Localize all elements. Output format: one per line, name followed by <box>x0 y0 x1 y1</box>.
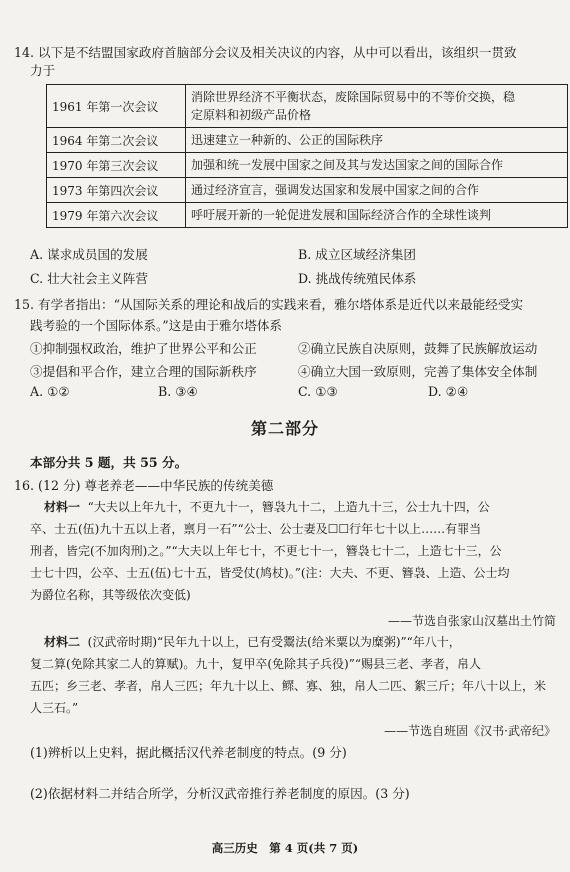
table-cell-year: 1964 年第二次会议 <box>47 128 186 153</box>
q14-stem-line2: 力于 <box>30 63 56 78</box>
q16-m2-line: 复二算(免除其家二人的算赋)。九十，复甲卒(免除其子兵役)”“赐县三老、孝者，帛人 <box>30 657 481 671</box>
q16-m1-label: 材料一 <box>44 500 81 514</box>
table-cell-content-line: 消除世界经济不平衡状态，废除国际贸易中的不等价交换，稳 <box>191 90 516 104</box>
q14-option-a[interactable]: A. 谋求成员国的发展 <box>30 247 148 262</box>
q15-item-2: ②确立民族自决原则，鼓舞了民族解放运动 <box>298 341 538 356</box>
q14-option-c[interactable]: C. 壮大社会主义阵营 <box>30 271 148 286</box>
q15-stem-line2: 践考验的一个国际体系。”这是由于雅尔塔体系 <box>30 318 283 333</box>
table-cell-year: 1970 年第三次会议 <box>47 153 186 178</box>
table-cell-year: 1979 年第六次会议 <box>47 203 186 228</box>
q16-m2-line: 人三石。” <box>30 701 79 715</box>
table-row <box>47 153 568 178</box>
part2-title: 第二部分 <box>250 419 319 438</box>
q14-stem-line1: 14. 以下是不结盟国家政府首脑部分会议及相关决议的内容，从中可以看出，该组织一贯致 <box>14 45 517 60</box>
q16-m2-first-line <box>44 632 461 652</box>
q16-sub2: (2)依据材料二并结合所学，分析汉武帝推行养老制度的原因。(3 分) <box>30 786 410 801</box>
table-cell-content: 呼吁展开新的一轮促进发展和国际经济合作的全球性谈判 <box>186 203 568 228</box>
q16-m1-line: 为爵位名称，其等级依次变低) <box>30 588 191 602</box>
table-row <box>47 203 568 228</box>
q16-m1-source: ——节选自张家山汉墓出土竹简 <box>387 614 556 628</box>
page-footer: 高三历史 第 4 页(共 7 页) <box>211 841 359 855</box>
q16-sub1: (1)辨析以上史料，据此概括汉代养老制度的特点。(9 分) <box>30 745 347 760</box>
table-row <box>47 128 568 153</box>
q16-m2-line: (汉武帝时期)“民年九十以上，已有受鬻法(给米粟以为糜粥)”“年八十， <box>87 635 461 649</box>
q15-item-3: ③提倡和平合作，建立合理的国际新秩序 <box>30 364 257 379</box>
table-row <box>47 178 568 203</box>
table-row <box>47 85 568 128</box>
q15-item-1: ①抑制强权政治，维护了世界公平和公正 <box>30 341 257 356</box>
part2-intro: 本部分共 5 题，共 55 分。 <box>30 455 188 470</box>
table-cell-content: 加强和统一发展中国家之间及其与发达国家之间的国际合作 <box>186 153 568 178</box>
q16-header: 16. (12 分) 尊老养老——中华民族的传统美德 <box>14 478 274 493</box>
q15-item-4: ④确立大国一致原则，完善了集体安全体制 <box>298 364 538 379</box>
q14-option-d[interactable]: D. 挑战传统殖民体系 <box>298 271 417 286</box>
table-cell-content: 通过经济宣言，强调发达国家和发展中国家之间的合作 <box>186 178 568 203</box>
q16-m1-line: 刑者，皆完(不加肉刑)之。”“大夫以上年七十，不更七十一，簪袅七十二，上造七十三，公 <box>30 544 502 558</box>
table-cell-content-line: 定原料和初级产品价格 <box>191 108 312 122</box>
q16-m2-label: 材料二 <box>44 635 81 649</box>
q15-stem-line1: 15. 有学者指出：“从国际关系的理论和战后的实践来看，雅尔塔体系是近代以来最能经受实 <box>14 297 524 312</box>
table-cell-year: 1961 年第一次会议 <box>47 85 186 128</box>
q16-m1-line: 士七十四，公卒、士五(伍)七十五，皆受仗(鸠杖)。”(注：大夫、不更、簪袅、上造、公士均 <box>30 566 510 580</box>
q15-option-d[interactable]: D. ②④ <box>428 384 469 399</box>
table-cell-content: 迅速建立一种新的、公正的国际秩序 <box>186 128 568 153</box>
q15-option-c[interactable]: C. ①③ <box>298 384 338 399</box>
table-cell-content <box>186 85 568 128</box>
table-cell-year: 1973 年第四次会议 <box>47 178 186 203</box>
q16-m1-first-line <box>44 497 490 517</box>
q14-table <box>46 84 568 228</box>
q14-option-b[interactable]: B. 成立区域经济集团 <box>298 247 417 262</box>
q15-option-a[interactable]: A. ①② <box>30 384 70 399</box>
q16-m1-line: “大夫以上年九十，不更九十一，簪袅九十二，上造九十三，公士九十四，公 <box>87 500 490 514</box>
q16-m1-line: 卒、士五(伍)九十五以上者，禀月一石”“公士、公士妻及☐☐行年七十以上……有罪当 <box>30 522 482 536</box>
q16-m2-source: ——节选自班固《汉书·武帝纪》 <box>384 724 556 738</box>
q15-option-b[interactable]: B. ③④ <box>158 384 198 399</box>
q16-m2-line: 五匹；乡三老、孝者，帛人三匹；年九十以上、鳏、寡、独，帛人二匹、絮三斤；年八十以上，米 <box>30 679 547 693</box>
